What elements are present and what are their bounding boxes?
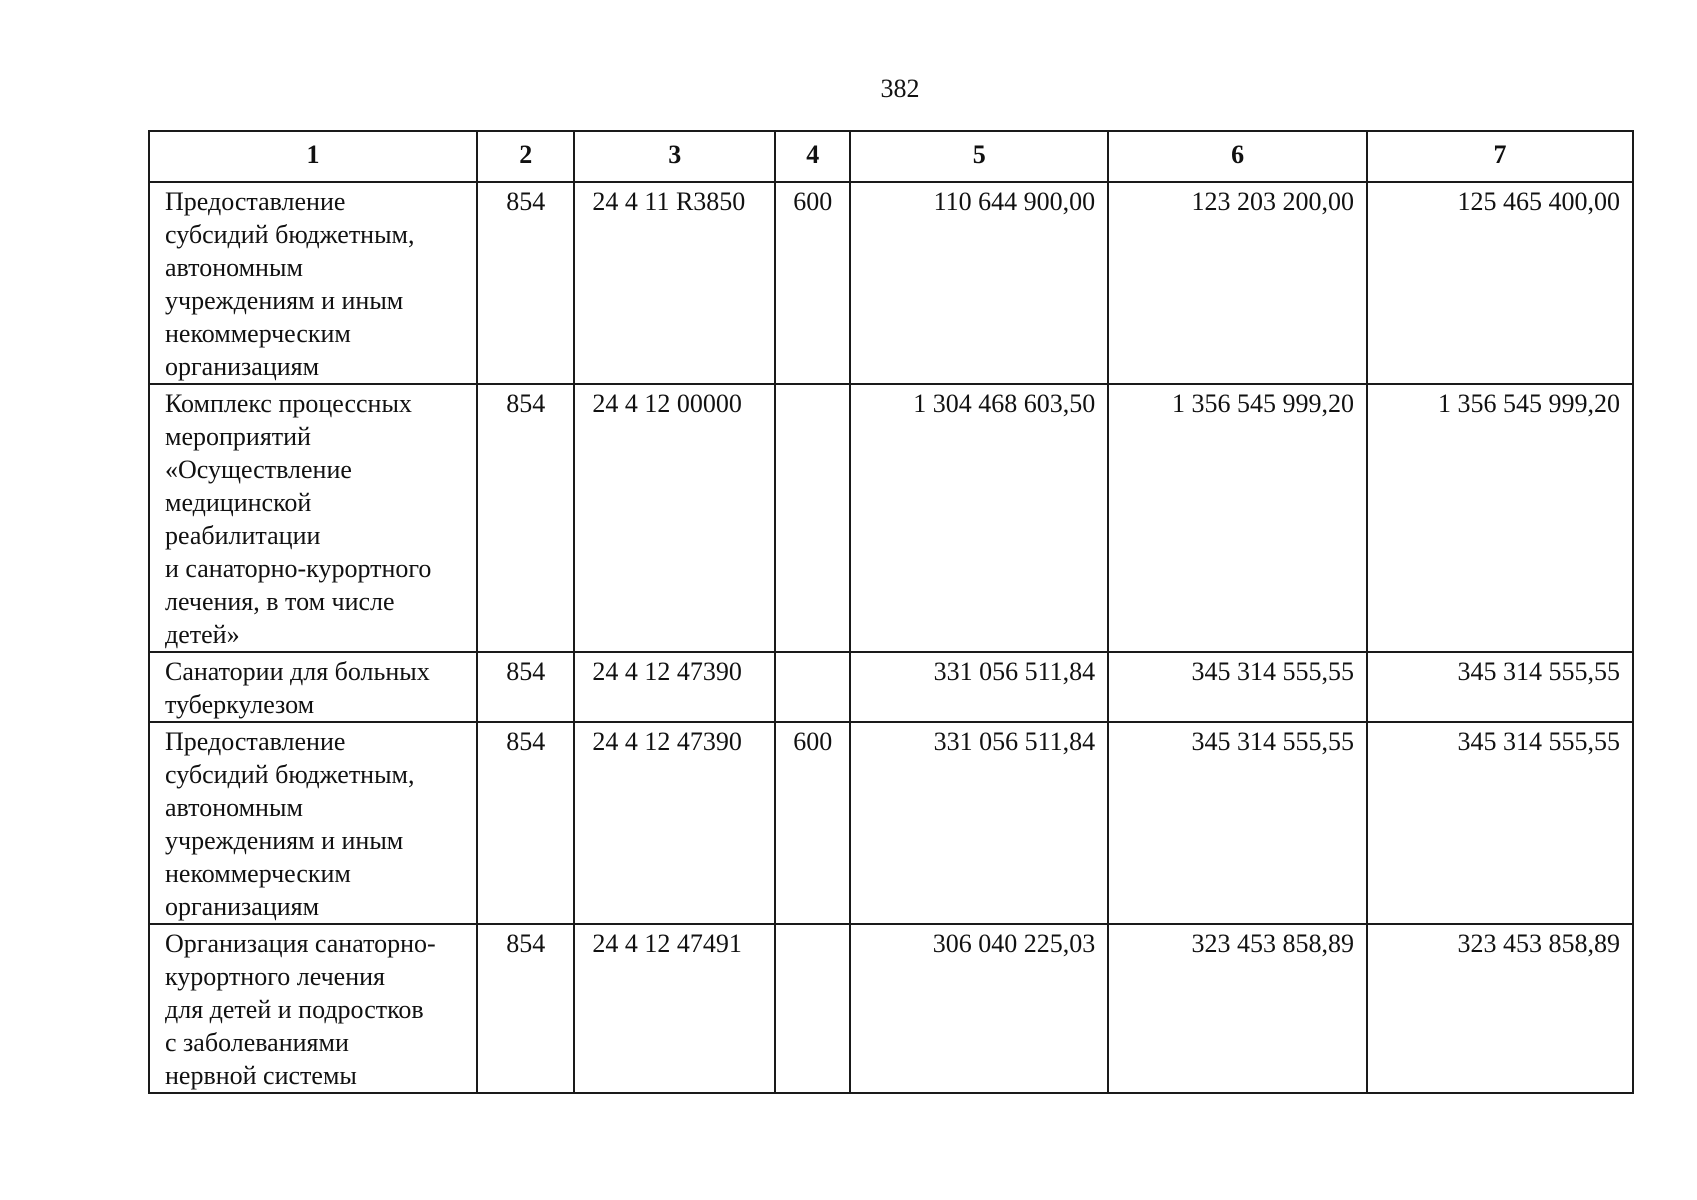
row-amount-col7: 345 314 555,55 [1367, 722, 1633, 924]
row-amount-col7: 345 314 555,55 [1367, 652, 1633, 722]
row-amount-col5: 110 644 900,00 [850, 182, 1108, 384]
table-row [149, 182, 1633, 384]
column-header: 6 [1108, 131, 1367, 182]
row-col4 [775, 652, 850, 722]
page-number: 382 [880, 74, 920, 103]
column-header: 7 [1367, 131, 1633, 182]
table-row [149, 652, 1633, 722]
column-header: 5 [850, 131, 1108, 182]
row-code: 24 4 11 R3850 [574, 182, 775, 384]
row-amount-col5: 331 056 511,84 [850, 652, 1108, 722]
row-col2: 854 [477, 722, 574, 924]
row-name: Предоставление субсидий бюджетным, автономным учреждениям и иным некоммерческим организациям [149, 722, 477, 924]
column-header: 4 [775, 131, 850, 182]
row-col4 [775, 924, 850, 1093]
row-code: 24 4 12 00000 [574, 384, 775, 652]
row-col4: 600 [775, 722, 850, 924]
table-row [149, 924, 1633, 1093]
row-amount-col7: 1 356 545 999,20 [1367, 384, 1633, 652]
column-header: 3 [574, 131, 775, 182]
column-header: 1 [149, 131, 477, 182]
row-col4: 600 [775, 182, 850, 384]
row-col2: 854 [477, 182, 574, 384]
row-code: 24 4 12 47390 [574, 652, 775, 722]
row-amount-col6: 323 453 858,89 [1108, 924, 1367, 1093]
row-amount-col5: 331 056 511,84 [850, 722, 1108, 924]
row-name: Комплекс процессных мероприятий «Осуществление медицинской реабилитации и санаторно-курортного лечения, в том числе детей» [149, 384, 477, 652]
row-amount-col6: 123 203 200,00 [1108, 182, 1367, 384]
row-col2: 854 [477, 652, 574, 722]
table-row [149, 384, 1633, 652]
row-col2: 854 [477, 924, 574, 1093]
row-amount-col6: 345 314 555,55 [1108, 722, 1367, 924]
row-name: Санатории для больных туберкулезом [149, 652, 477, 722]
table-row [149, 722, 1633, 924]
row-amount-col6: 345 314 555,55 [1108, 652, 1367, 722]
row-col2: 854 [477, 384, 574, 652]
budget-table [148, 130, 1634, 1094]
row-code: 24 4 12 47390 [574, 722, 775, 924]
row-amount-col7: 323 453 858,89 [1367, 924, 1633, 1093]
row-amount-col6: 1 356 545 999,20 [1108, 384, 1367, 652]
row-name: Организация санаторно- курортного лечения для детей и подростков с заболеваниями нервной системы [149, 924, 477, 1093]
row-col4 [775, 384, 850, 652]
row-amount-col5: 306 040 225,03 [850, 924, 1108, 1093]
row-name: Предоставление субсидий бюджетным, автономным учреждениям и иным некоммерческим организациям [149, 182, 477, 384]
column-header: 2 [477, 131, 574, 182]
row-amount-col5: 1 304 468 603,50 [850, 384, 1108, 652]
row-code: 24 4 12 47491 [574, 924, 775, 1093]
row-amount-col7: 125 465 400,00 [1367, 182, 1633, 384]
table-header-row [149, 131, 1633, 182]
